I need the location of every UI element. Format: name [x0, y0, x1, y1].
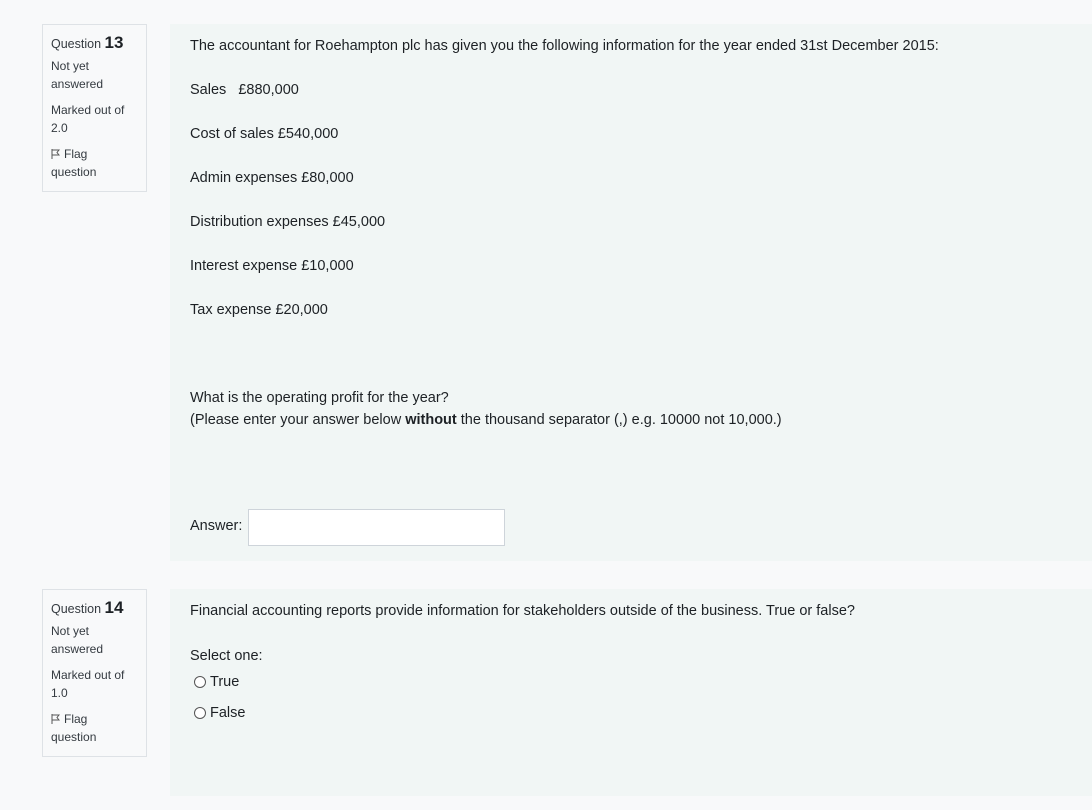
q14-grade: Marked out of 1.0	[51, 668, 125, 700]
q13-info	[42, 24, 147, 192]
option-false-label: False	[210, 705, 246, 721]
q14-flag-question-link[interactable]: Flag question	[51, 712, 97, 744]
answer-label: Answer:	[190, 518, 243, 534]
q14-question-text: Financial accounting reports provide information for stakeholders outside of the business. True or false?	[190, 603, 855, 619]
option-false[interactable]	[194, 705, 245, 721]
radio-true[interactable]	[194, 676, 206, 688]
flag-outline-icon	[51, 149, 60, 159]
flag-outline-icon	[51, 714, 60, 724]
question-label: Question	[51, 37, 102, 51]
q13-flag-question-link[interactable]: Flag question	[51, 147, 97, 179]
answer-input[interactable]	[248, 509, 505, 546]
q13-state: Not yet answered	[51, 59, 104, 91]
q14-info	[42, 589, 147, 757]
q13-content	[170, 24, 1092, 561]
radio-false[interactable]	[194, 707, 206, 719]
question-label: Question	[51, 602, 102, 616]
q13-number	[51, 33, 138, 53]
q13-item-tax: Tax expense £20,000	[190, 302, 328, 318]
q14-content	[170, 589, 1092, 796]
q13-grade: Marked out of 2.0	[51, 103, 125, 135]
q14-number	[51, 598, 138, 618]
q13-item-interest: Interest expense £10,000	[190, 258, 354, 274]
option-true[interactable]	[194, 674, 239, 690]
question-number: 13	[104, 33, 124, 52]
q14-select-label: Select one:	[190, 648, 263, 664]
q13-item-admin: Admin expenses £80,000	[190, 170, 354, 186]
option-true-label: True	[210, 674, 240, 690]
q13-item-cost-of-sales: Cost of sales £540,000	[190, 126, 339, 142]
q14-state: Not yet answered	[51, 624, 104, 656]
q13-question-text: What is the operating profit for the year?	[190, 390, 449, 406]
q13-intro: The accountant for Roehampton plc has given you the following information for the year ended 31st December 2015:	[190, 38, 939, 54]
question-number: 14	[104, 598, 124, 617]
q13-item-distribution: Distribution expenses £45,000	[190, 214, 386, 230]
q13-item-sales: Sales £880,000	[190, 82, 299, 98]
q13-instruction-note: (Please enter your answer below without the thousand separator (,) e.g. 10000 not 10,000.)	[190, 412, 782, 428]
